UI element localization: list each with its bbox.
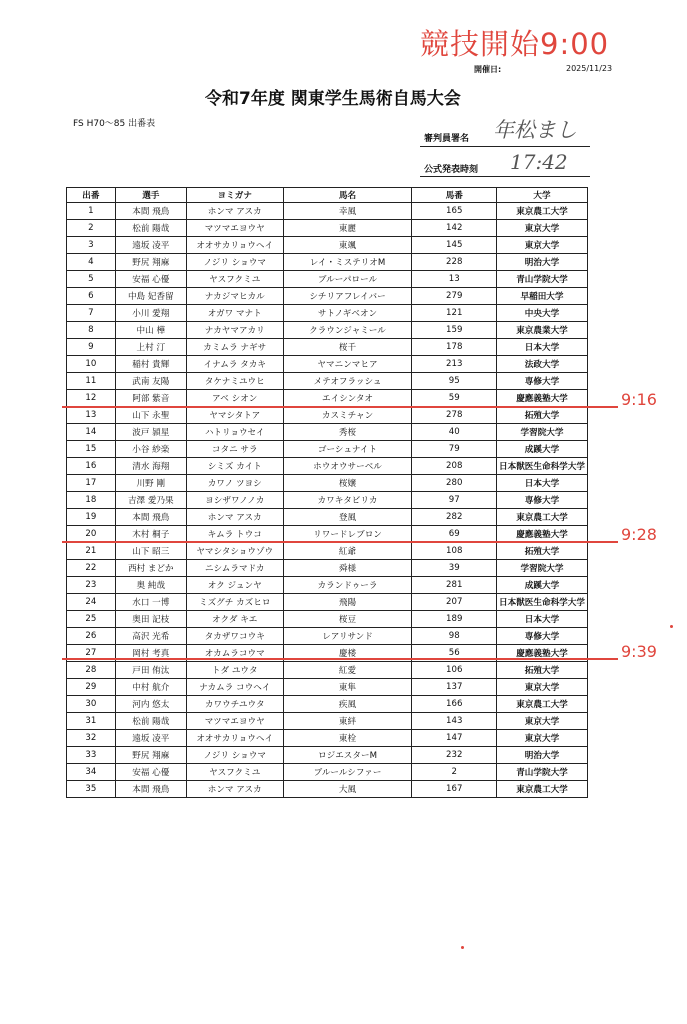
- cell-horse: ブルーパロール: [283, 271, 412, 288]
- table-row: [67, 390, 588, 407]
- cell-reading: カワウチユウタ: [186, 696, 283, 713]
- cell-horse: 飛陽: [283, 594, 412, 611]
- table-row: [67, 781, 588, 798]
- cell-horse: カランドゥーラ: [283, 577, 412, 594]
- cell-reading: ヤスフクミユ: [186, 271, 283, 288]
- cell-rider: 野尻 翔麻: [115, 747, 186, 764]
- cell-reading: シミズ カイト: [186, 458, 283, 475]
- cell-horse-number: 56: [412, 645, 497, 662]
- page-subtitle: FS H70～85 出番表: [73, 119, 156, 129]
- cell-university: 中央大学: [497, 305, 588, 322]
- table-row: [67, 322, 588, 339]
- cell-horse-number: 189: [412, 611, 497, 628]
- cell-reading: ホンマ アスカ: [186, 509, 283, 526]
- table-row: [67, 713, 588, 730]
- table-row: [67, 271, 588, 288]
- date-value: 2025/11/23: [566, 64, 613, 73]
- cell-horse: ホウオウサーベル: [283, 458, 412, 475]
- page-title: 令和7年度 関東学生馬術自馬大会: [205, 89, 461, 109]
- cell-university: 東京大学: [497, 730, 588, 747]
- cell-horse-number: 280: [412, 475, 497, 492]
- cell-order: 3: [67, 237, 116, 254]
- cell-rider: 波戸 頴星: [115, 424, 186, 441]
- cell-horse: レイ・ミステリオM: [283, 254, 412, 271]
- cell-reading: オオサカリョウヘイ: [186, 730, 283, 747]
- cell-horse-number: 97: [412, 492, 497, 509]
- cell-rider: 木村 桐子: [115, 526, 186, 543]
- cell-horse: ロジエスターM: [283, 747, 412, 764]
- cell-reading: ナカヤマアカリ: [186, 322, 283, 339]
- cell-horse-number: 228: [412, 254, 497, 271]
- cell-order: 33: [67, 747, 116, 764]
- cell-order: 10: [67, 356, 116, 373]
- cell-order: 35: [67, 781, 116, 798]
- cell-horse-number: 79: [412, 441, 497, 458]
- cell-reading: ハトリョウセイ: [186, 424, 283, 441]
- break-line-1: [62, 406, 618, 408]
- table-row: [67, 526, 588, 543]
- cell-university: 日本大学: [497, 475, 588, 492]
- cell-horse-number: 143: [412, 713, 497, 730]
- cell-reading: マツマエヨウヤ: [186, 713, 283, 730]
- cell-horse-number: 159: [412, 322, 497, 339]
- cell-horse: 疾風: [283, 696, 412, 713]
- table-row: [67, 254, 588, 271]
- cell-reading: ホンマ アスカ: [186, 203, 283, 220]
- cell-university: 慶應義塾大学: [497, 526, 588, 543]
- cell-reading: ホンマ アスカ: [186, 781, 283, 798]
- cell-horse-number: 40: [412, 424, 497, 441]
- cell-horse: 大風: [283, 781, 412, 798]
- table-row: [67, 628, 588, 645]
- cell-horse-number: 39: [412, 560, 497, 577]
- cell-horse-number: 165: [412, 203, 497, 220]
- cell-reading: オカムラコウマ: [186, 645, 283, 662]
- cell-reading: タカザワコウキ: [186, 628, 283, 645]
- cell-university: 慶應義塾大学: [497, 390, 588, 407]
- table-row: [67, 475, 588, 492]
- cell-university: 東京大学: [497, 220, 588, 237]
- col-header-university: 大学: [497, 188, 588, 203]
- date-label: 開催日:: [474, 65, 502, 74]
- break-time-1: 9:16: [621, 390, 657, 409]
- cell-order: 17: [67, 475, 116, 492]
- cell-horse-number: 69: [412, 526, 497, 543]
- cell-horse: 桜千: [283, 339, 412, 356]
- cell-university: 拓殖大学: [497, 662, 588, 679]
- cell-rider: 岡村 考真: [115, 645, 186, 662]
- table-row: [67, 764, 588, 781]
- cell-horse: 秀桜: [283, 424, 412, 441]
- cell-horse: メテオフラッシュ: [283, 373, 412, 390]
- cell-order: 29: [67, 679, 116, 696]
- cell-university: 東京農工大学: [497, 509, 588, 526]
- table-row: [67, 424, 588, 441]
- cell-rider: 山下 昭三: [115, 543, 186, 560]
- cell-university: 明治大学: [497, 747, 588, 764]
- cell-order: 19: [67, 509, 116, 526]
- cell-university: 青山学院大学: [497, 764, 588, 781]
- cell-university: 慶應義塾大学: [497, 645, 588, 662]
- cell-order: 4: [67, 254, 116, 271]
- table-row: [67, 203, 588, 220]
- cell-horse-number: 207: [412, 594, 497, 611]
- col-header-order: 出番: [67, 188, 116, 203]
- cell-reading: カミムラ ナギサ: [186, 339, 283, 356]
- table-row: [67, 577, 588, 594]
- table-row: [67, 730, 588, 747]
- table-header-row: [67, 188, 588, 203]
- table-row: [67, 560, 588, 577]
- cell-reading: カワノ ツヨシ: [186, 475, 283, 492]
- break-time-2: 9:28: [621, 525, 657, 544]
- cell-order: 16: [67, 458, 116, 475]
- cell-order: 34: [67, 764, 116, 781]
- table-row: [67, 747, 588, 764]
- start-order-table: [66, 187, 588, 798]
- cell-order: 7: [67, 305, 116, 322]
- cell-reading: ヤマシタトア: [186, 407, 283, 424]
- cell-rider: 中村 航介: [115, 679, 186, 696]
- cell-order: 18: [67, 492, 116, 509]
- cell-horse: 幸風: [283, 203, 412, 220]
- break-line-2: [62, 541, 618, 543]
- cell-horse: 東隼: [283, 679, 412, 696]
- cell-horse: リワードレブロン: [283, 526, 412, 543]
- cell-reading: イナムラ タカキ: [186, 356, 283, 373]
- table-row: [67, 220, 588, 237]
- cell-order: 23: [67, 577, 116, 594]
- cell-horse: 登風: [283, 509, 412, 526]
- cell-horse: 東颯: [283, 237, 412, 254]
- table-row: [67, 696, 588, 713]
- cell-horse: 慶楼: [283, 645, 412, 662]
- cell-horse: レアリサンド: [283, 628, 412, 645]
- cell-rider: 安福 心優: [115, 271, 186, 288]
- table-row: [67, 288, 588, 305]
- cell-horse: エイシンタオ: [283, 390, 412, 407]
- cell-university: 東京農工大学: [497, 781, 588, 798]
- table-row: [67, 237, 588, 254]
- cell-rider: 本間 飛鳥: [115, 509, 186, 526]
- cell-reading: オガワ マナト: [186, 305, 283, 322]
- cell-university: 法政大学: [497, 356, 588, 373]
- cell-order: 12: [67, 390, 116, 407]
- cell-reading: アベ シオン: [186, 390, 283, 407]
- cell-rider: 遠坂 凌平: [115, 730, 186, 747]
- cell-order: 25: [67, 611, 116, 628]
- cell-order: 5: [67, 271, 116, 288]
- table-row: [67, 662, 588, 679]
- cell-horse-number: 147: [412, 730, 497, 747]
- cell-reading: ヤマシタショウゾウ: [186, 543, 283, 560]
- cell-horse: 東麗: [283, 220, 412, 237]
- cell-horse: 東栓: [283, 730, 412, 747]
- cell-reading: ナカムラ コウヘイ: [186, 679, 283, 696]
- cell-university: 東京大学: [497, 237, 588, 254]
- cell-reading: ヨシザワノノカ: [186, 492, 283, 509]
- cell-order: 20: [67, 526, 116, 543]
- announce-time-line: [420, 176, 590, 177]
- cell-rider: 安福 心優: [115, 764, 186, 781]
- cell-rider: 野尻 翔麻: [115, 254, 186, 271]
- announce-time-label: 公式発表時刻: [424, 165, 479, 175]
- cell-order: 1: [67, 203, 116, 220]
- red-dot-mark: [461, 946, 464, 949]
- cell-university: 日本獣医生命科学大学: [497, 594, 588, 611]
- cell-horse-number: 59: [412, 390, 497, 407]
- announce-time-value: 17:42: [510, 150, 568, 174]
- cell-university: 学習院大学: [497, 560, 588, 577]
- start-time-note: 競技開始9:00: [420, 27, 610, 61]
- cell-order: 14: [67, 424, 116, 441]
- table-row: [67, 305, 588, 322]
- cell-order: 28: [67, 662, 116, 679]
- cell-university: 東京大学: [497, 713, 588, 730]
- cell-reading: ミズグチ カズヒロ: [186, 594, 283, 611]
- table-row: [67, 407, 588, 424]
- cell-horse: 桜嬢: [283, 475, 412, 492]
- table-row: [67, 509, 588, 526]
- cell-horse: 東絆: [283, 713, 412, 730]
- judge-signature: 年松まし: [493, 118, 577, 142]
- col-header-reading: ヨミガナ: [186, 188, 283, 203]
- cell-order: 15: [67, 441, 116, 458]
- cell-university: 日本大学: [497, 611, 588, 628]
- cell-horse-number: 279: [412, 288, 497, 305]
- cell-horse-number: 106: [412, 662, 497, 679]
- cell-rider: 西村 まどか: [115, 560, 186, 577]
- cell-order: 22: [67, 560, 116, 577]
- table-row: [67, 594, 588, 611]
- cell-horse-number: 213: [412, 356, 497, 373]
- cell-horse-number: 95: [412, 373, 497, 390]
- break-time-3: 9:39: [621, 642, 657, 661]
- cell-reading: ヤスフクミユ: [186, 764, 283, 781]
- cell-university: 東京農工大学: [497, 203, 588, 220]
- cell-order: 30: [67, 696, 116, 713]
- cell-horse: ゴーシュナイト: [283, 441, 412, 458]
- cell-horse-number: 121: [412, 305, 497, 322]
- cell-university: 明治大学: [497, 254, 588, 271]
- cell-horse: 舜様: [283, 560, 412, 577]
- cell-rider: 本間 飛鳥: [115, 203, 186, 220]
- cell-reading: オクダ キエ: [186, 611, 283, 628]
- cell-rider: 中島 妃香留: [115, 288, 186, 305]
- cell-rider: 上村 汀: [115, 339, 186, 356]
- cell-university: 東京農業大学: [497, 322, 588, 339]
- cell-order: 21: [67, 543, 116, 560]
- cell-rider: 武南 友陽: [115, 373, 186, 390]
- cell-horse: 桜豆: [283, 611, 412, 628]
- cell-horse-number: 142: [412, 220, 497, 237]
- cell-rider: 山下 永聖: [115, 407, 186, 424]
- cell-order: 2: [67, 220, 116, 237]
- table-row: [67, 543, 588, 560]
- cell-university: 成蹊大学: [497, 577, 588, 594]
- cell-rider: 小谷 紗楽: [115, 441, 186, 458]
- cell-horse-number: 13: [412, 271, 497, 288]
- table-row: [67, 441, 588, 458]
- cell-rider: 阿部 紫音: [115, 390, 186, 407]
- cell-university: 日本大学: [497, 339, 588, 356]
- cell-horse-number: 98: [412, 628, 497, 645]
- cell-horse-number: 208: [412, 458, 497, 475]
- cell-order: 24: [67, 594, 116, 611]
- cell-rider: 中山 樺: [115, 322, 186, 339]
- cell-rider: 奥 純哉: [115, 577, 186, 594]
- cell-order: 27: [67, 645, 116, 662]
- col-header-horse-number: 馬番: [412, 188, 497, 203]
- cell-horse: シチリアフレイバー: [283, 288, 412, 305]
- table-row: [67, 679, 588, 696]
- cell-horse-number: 281: [412, 577, 497, 594]
- cell-order: 8: [67, 322, 116, 339]
- col-header-rider: 選手: [115, 188, 186, 203]
- cell-rider: 遠坂 凌平: [115, 237, 186, 254]
- cell-rider: 本間 飛鳥: [115, 781, 186, 798]
- cell-horse: 紅愛: [283, 662, 412, 679]
- cell-reading: オオサカリョウヘイ: [186, 237, 283, 254]
- cell-order: 6: [67, 288, 116, 305]
- cell-university: 成蹊大学: [497, 441, 588, 458]
- cell-university: 青山学院大学: [497, 271, 588, 288]
- cell-horse: ブルールシファー: [283, 764, 412, 781]
- cell-rider: 奥田 記枝: [115, 611, 186, 628]
- cell-reading: ノジリ ショウマ: [186, 747, 283, 764]
- cell-university: 専修大学: [497, 628, 588, 645]
- cell-rider: 戸田 侑汰: [115, 662, 186, 679]
- table-row: [67, 492, 588, 509]
- table-row: [67, 373, 588, 390]
- cell-rider: 水口 一博: [115, 594, 186, 611]
- cell-horse: カスミチャン: [283, 407, 412, 424]
- cell-reading: キムラ トウコ: [186, 526, 283, 543]
- judge-signature-label: 審判員署名: [424, 134, 470, 144]
- cell-horse-number: 178: [412, 339, 497, 356]
- cell-horse-number: 2: [412, 764, 497, 781]
- signature-line: [420, 146, 590, 147]
- cell-rider: 川野 剛: [115, 475, 186, 492]
- cell-reading: コタニ サラ: [186, 441, 283, 458]
- cell-order: 11: [67, 373, 116, 390]
- cell-horse-number: 282: [412, 509, 497, 526]
- cell-horse-number: 166: [412, 696, 497, 713]
- table-row: [67, 356, 588, 373]
- cell-reading: オク ジュンヤ: [186, 577, 283, 594]
- cell-university: 東京農工大学: [497, 696, 588, 713]
- cell-rider: 松前 陽哉: [115, 220, 186, 237]
- cell-university: 早稲田大学: [497, 288, 588, 305]
- cell-horse-number: 137: [412, 679, 497, 696]
- cell-horse: 紅爺: [283, 543, 412, 560]
- cell-rider: 小川 愛翔: [115, 305, 186, 322]
- red-dot-mark: [670, 625, 673, 628]
- cell-rider: 高沢 光希: [115, 628, 186, 645]
- cell-horse: サトノギベオン: [283, 305, 412, 322]
- cell-reading: トダ ユウタ: [186, 662, 283, 679]
- cell-rider: 清水 海翔: [115, 458, 186, 475]
- cell-order: 32: [67, 730, 116, 747]
- cell-university: 学習院大学: [497, 424, 588, 441]
- cell-university: 拓殖大学: [497, 407, 588, 424]
- cell-university: 東京大学: [497, 679, 588, 696]
- cell-horse: カワキタビリカ: [283, 492, 412, 509]
- cell-rider: 稲村 貴輝: [115, 356, 186, 373]
- table-row: [67, 611, 588, 628]
- cell-horse: ヤマニンマヒア: [283, 356, 412, 373]
- cell-order: 13: [67, 407, 116, 424]
- col-header-horse: 馬名: [283, 188, 412, 203]
- cell-rider: 河内 悠太: [115, 696, 186, 713]
- cell-rider: 吉澤 愛乃果: [115, 492, 186, 509]
- table-row: [67, 458, 588, 475]
- table-row: [67, 339, 588, 356]
- cell-university: 日本獣医生命科学大学: [497, 458, 588, 475]
- cell-horse-number: 145: [412, 237, 497, 254]
- cell-reading: ナカジマヒカル: [186, 288, 283, 305]
- break-line-3: [62, 658, 618, 660]
- cell-reading: ノジリ ショウマ: [186, 254, 283, 271]
- cell-horse-number: 167: [412, 781, 497, 798]
- cell-horse: クラウンジャミール: [283, 322, 412, 339]
- cell-university: 専修大学: [497, 373, 588, 390]
- cell-university: 拓殖大学: [497, 543, 588, 560]
- cell-university: 専修大学: [497, 492, 588, 509]
- cell-rider: 松前 陽哉: [115, 713, 186, 730]
- cell-horse-number: 108: [412, 543, 497, 560]
- cell-reading: タケナミユウヒ: [186, 373, 283, 390]
- cell-order: 9: [67, 339, 116, 356]
- cell-order: 31: [67, 713, 116, 730]
- cell-reading: マツマエヨウヤ: [186, 220, 283, 237]
- cell-horse-number: 278: [412, 407, 497, 424]
- cell-reading: ニシムラマドカ: [186, 560, 283, 577]
- cell-order: 26: [67, 628, 116, 645]
- cell-horse-number: 232: [412, 747, 497, 764]
